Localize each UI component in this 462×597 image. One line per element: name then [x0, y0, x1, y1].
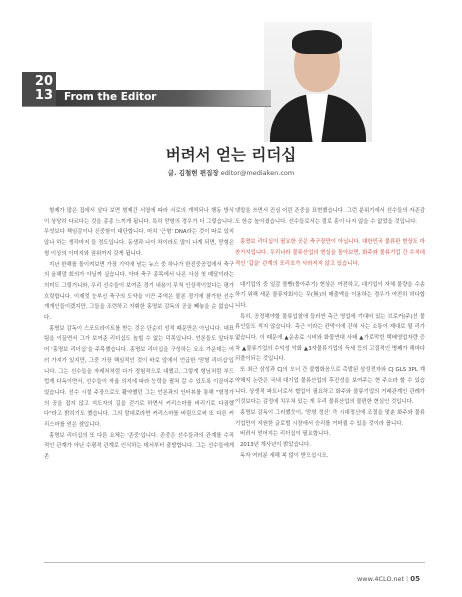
byline-email: editor@mediaken.com	[220, 169, 295, 177]
paragraph: 지난 한해를 돌이켜보면 가장 기억에 남는 뉴스 중 하나가 한진중공업에서 축구의 올해말 회의가 아닐까 싶습니다. 아마 축구 종목에서 나온 사상 첫 메달이라는 의미도 그렇거니와, 우리 선수들이 보여준 경기 내용이 무척 인상적이었다는 평가 흐릿합니다. 이제껏 눈부신 축구의 도약을 이끈 주역은 물론 경기에 참가한 선수 개개인들이겠지만, 그들을 조련하고 지휘한 홍명보 감독의 공을 빼놓을 순 없습니다.	[44, 261, 234, 322]
footer	[357, 575, 420, 583]
year-badge-top: 20	[34, 74, 53, 89]
paragraph: 대기업의 중 일감 몰빵(몰아주기) 현상은 여전하고, 대기업이 자체 물량을 수송하기 위해 세운 물류자회사는 무(無)의 매출액을 이용하는 경우가 여전히 허다합니다.	[235, 281, 425, 309]
body-column-left	[44, 206, 234, 556]
paragraph: 홍명보 감독이 스포트라이트를 받는 것은 단순히 성적 때문만은 아닙니다. 대표팀을 이끌면서 그가 보여준 리더십도 높힐 수 없는 덕목입니다. 언론들도 앞다투어 '홍명보 리더십'을 주목했습니다. 홍명보 리더십을 구성하는 요소 가운데는 여러 가지가 있지만, 그중 가장 핵심적인 것이 바로 앞에서 언급한 '맏형 리더십'입니다. 그는 선수들을 자레처처럼 다가 경험적으로 대했고, 그렇게 형님처럼 부드럽게 다독이면서, 선수들이 자율 의지에 따라 능력을 펼쳐 갈 수 있도록 이끌어주었습니다. 선수 시절 주장으로도 활약했던 그는 언론과의 인터뷰를 통해 "형정가의 공을 잡지 않고 지도자의 길을 걷기로 하면서 커리스마를 버리기로 다짐했다"라고 밝히기도 했습니다. 그의 말대로라면 커리스마를 버림으로써 또 다른 커리스마를 얻은 셈입니다.	[44, 325, 234, 429]
section-header-bar	[56, 90, 271, 106]
highlight-paragraph: 홍명보 리더십이 필요한 곳은 축구장만이 아닙니다. 대한민국 물류판 현장도 마찬가지입니다. 우리나라 물류산업의 현실을 돌아보면, 화주와 물류기업 간 수직대적인 '갑을' 관계의 포리호가 사라지지 않고 있습니다.	[235, 239, 425, 267]
paragraph: 또 최근 삼성과 CJ의 오너 간 불협화음으로 촉발된 삼성전자와 CJ GLS 3PL 계약해지 논란은 국내 대기업 물류산업의 후진성을 보여주는 현 주소라 할 수 있습니다. 상생적 파트너로서 협업이 필요하고 화주와 물류기업의 거래관계인 관례가 이것보다는 감정에 치우쳐 있는 게 우리 물류산업의 불편한 현실인 것입니다.	[235, 367, 425, 406]
paragraph: 2013년 계사년이 밝았습니다.	[240, 442, 311, 449]
year-badge	[22, 72, 56, 106]
paragraph: 댓말을 쓰면서 진심 어린 존중을 표현했습니다. 그런 분위기에서 선수들의 자존감도 한층 높아졌습니다. 선수들로서는 절로 흥이 나지 않을 수 없었을 것입니다.	[235, 208, 425, 225]
paragraph: 특히, 공정해야할 물류입찰에 들러싼 측근 영업에 기대어 있는 브로커(주)선 물류인들도 적지 않습니다. 측근 이라는 칸막이에 갇혀 사는 소통이 제대로 될 리가 없습니다. 이 때문에 ▲운송료 시비와 화물연대 사태 ▲가로막힌 택배영업자량 증차 ▲물류기업의 수익성 악화 ▲3자물류기업의 득세 등의 고질적인 병폐가 해마다 되풀이되는 것입니다.	[235, 313, 425, 363]
paragraph: 버려서 얻어지는 리더십이 필요합니다.	[240, 431, 331, 438]
paragraph: 홍명보 감독이 그러했듯이, '맏형 정신' 즉 시대정신에 조절을 맞춘 화주와 물류기업만이 지원한 글로벌 시장에서 승리를 거머쥘 수 있을 것이라 봅니다.	[235, 409, 425, 427]
photo-hair	[292, 30, 342, 54]
footer-site-link[interactable]: www.4CLO.net	[356, 575, 405, 583]
article-title: 버려서 얻는 리더십	[165, 145, 297, 164]
paragraph: 독자 여러분 새해 복 많이 받으십시오.	[240, 452, 329, 459]
page-number: 05	[410, 575, 420, 583]
byline	[0, 168, 462, 177]
body-column-right	[235, 206, 425, 556]
footer-divider	[44, 562, 425, 563]
year-badge-bottom: 13	[34, 88, 53, 103]
header-divider	[22, 106, 271, 107]
paragraph: 형제가 많은 집에서 살다 보면 형제간 서열에 따라 서로의 개떡되나 행동 방식이 상당히 다르다는 것을 종종 느끼게 됩니다. 특히 맏형의 경우가 더 그렇습니다. 무엇보다 책임감이나 신중함이 대단합니다. 마치 '근형' DNA라는 것이 따로 있지 않나 하는 생각마저 들 정도입니다. 동생과 나이 차이라도 많이 나게 되면, 맏형은 형 이상의 이미지와 권위까지 갖게 됩니다.	[44, 208, 234, 257]
editor-photo	[264, 22, 372, 142]
paragraph: 홍명보 리더십의 또 다른 요체는 '존중'입니다. 존중은 선수들과의 관계를 수직적인 관계가 아닌 수평적 관계로 인식하는 데서부터 출발합니다. 그는 선수들에게 존	[44, 432, 234, 461]
section-title: From the Editor	[64, 91, 157, 103]
byline-name: 글. 김철현 편집장	[167, 169, 219, 177]
footer-separator: |	[406, 575, 409, 583]
